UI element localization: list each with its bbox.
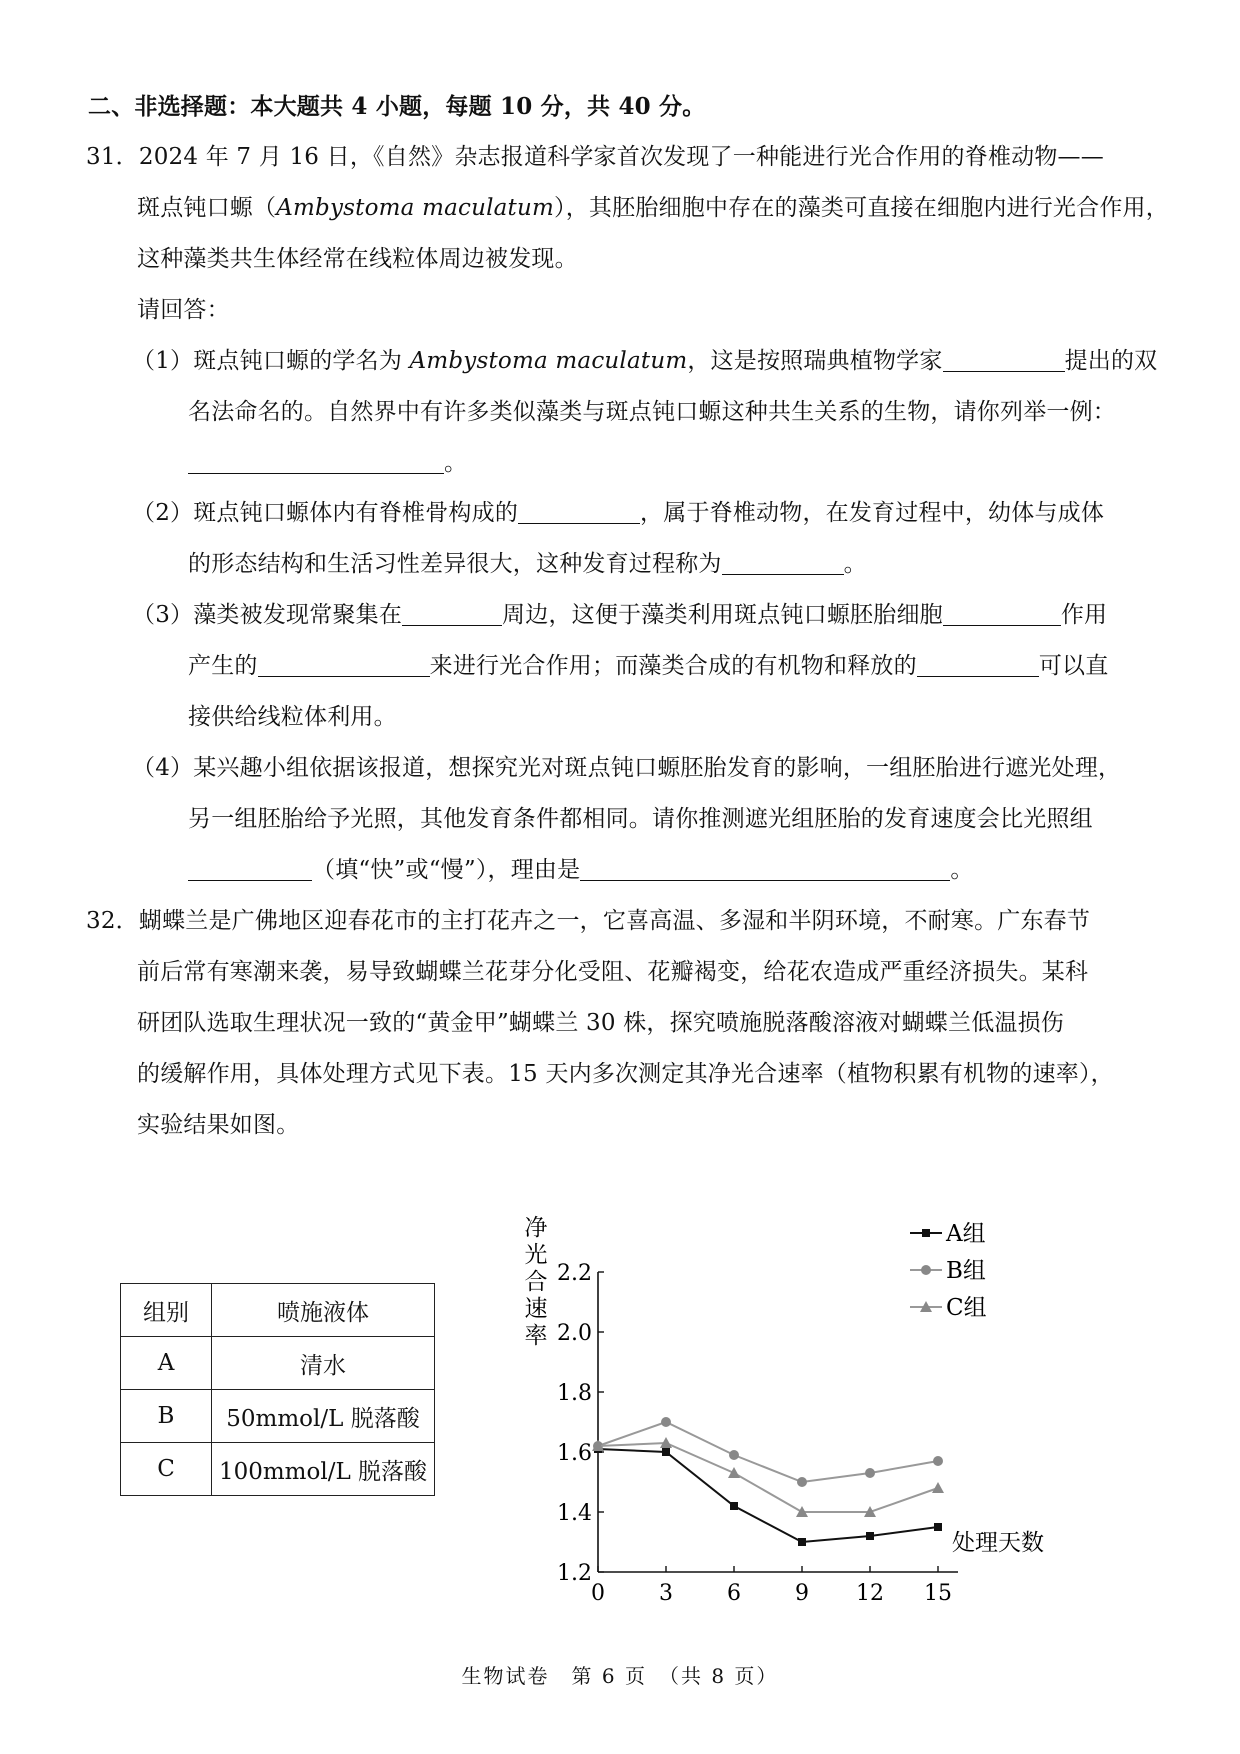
- data-point: [662, 1448, 670, 1456]
- y-axis-label-char: 率: [524, 1323, 548, 1349]
- table-header-row: [121, 1284, 435, 1337]
- y-axis-label-char: 光: [524, 1242, 548, 1268]
- q31-part3-a: （3）藻类被发现常聚集在: [132, 602, 403, 628]
- data-point: [933, 1456, 943, 1466]
- q31-part3-c: 作用: [1060, 602, 1108, 628]
- q31-part2-line-2-a: 的形态结构和生活习性差异很大，这种发育过程称为: [188, 551, 722, 577]
- legend-label: B组: [946, 1258, 986, 1284]
- answer-blank[interactable]: [188, 856, 312, 881]
- data-point: [729, 1450, 739, 1460]
- q32-line-1: 32．蝴蝶兰是广佛地区迎春花市的主打花卉之一，它喜高温、多湿和半阴环境，不耐寒。广东春节: [86, 908, 1091, 934]
- y-tick-label: 2.0: [557, 1321, 592, 1346]
- data-point: [730, 1502, 738, 1510]
- y-tick-label: 1.4: [557, 1501, 592, 1526]
- x-tick-label: 12: [856, 1581, 884, 1606]
- data-point: [728, 1467, 740, 1478]
- scientific-name-2: Ambystoma maculatum: [409, 348, 688, 374]
- series-line: [598, 1443, 938, 1512]
- y-axis-label-char: 合: [524, 1269, 548, 1295]
- chart-axes: [557, 1261, 958, 1606]
- data-point: [866, 1532, 874, 1540]
- table-header: 组别: [121, 1284, 212, 1337]
- q31-part1-line-3: [188, 448, 467, 478]
- q31-part3-line-2-b: 来进行光合作用；而藻类合成的有机物和释放的: [429, 653, 917, 679]
- answer-blank[interactable]: [258, 652, 430, 677]
- data-point: [934, 1523, 942, 1531]
- q31-part3-line-1: [132, 600, 1107, 630]
- answer-blank[interactable]: [943, 347, 1065, 372]
- answer-blank[interactable]: [518, 499, 640, 524]
- q31-part4-line-2: 另一组胚胎给予光照，其他发育条件都相同。请你推测遮光组胚胎的发育速度会比光照组: [188, 806, 1093, 832]
- q31-part3-line-2-a: 产生的: [188, 653, 258, 679]
- q31-line-2-a: 斑点钝口螈（: [137, 195, 277, 221]
- q31-line-2: [137, 193, 1169, 223]
- x-tick-label: 3: [659, 1581, 673, 1606]
- y-axis-label-char: 速: [524, 1296, 548, 1322]
- q31-part2-line-1: [132, 498, 1104, 528]
- legend-label: A组: [946, 1221, 986, 1247]
- chart-series: [592, 1417, 944, 1546]
- x-axis-label: 处理天数: [952, 1530, 1044, 1556]
- q32-line-4: 的缓解作用，具体处理方式见下表。15 天内多次测定其净光合速率（植物积累有机物的速率），: [137, 1061, 1114, 1087]
- table-cell: 50mmol/L 脱落酸: [212, 1390, 435, 1443]
- table-cell: 清水: [212, 1337, 435, 1390]
- scientific-name: Ambystoma maculatum: [276, 195, 555, 221]
- q31-line-2-b: ），其胚胎细胞中存在的藻类可直接在细胞内进行光合作用，: [554, 195, 1169, 221]
- q31-part2-line-2-b: 。: [843, 551, 867, 577]
- legend-label: C组: [946, 1295, 987, 1321]
- table-row: [121, 1443, 435, 1496]
- table-row: [121, 1390, 435, 1443]
- x-tick-label: 6: [727, 1581, 741, 1606]
- data-point: [932, 1482, 944, 1493]
- q31-part2-b: ，属于脊椎动物，在发育过程中，幼体与成体: [640, 500, 1105, 526]
- y-tick-label: 1.8: [557, 1381, 592, 1406]
- q31-part1-line-1: [132, 346, 1157, 376]
- q32-line-2: 前后常有寒潮来袭，易导致蝴蝶兰花芽分化受阻、花瓣褐变，给花农造成严重经济损失。某科: [137, 959, 1089, 985]
- q32-line-3: 研团队选取生理状况一致的“黄金甲”蝴蝶兰 30 株，探究喷施脱落酸溶液对蝴蝶兰低温损伤: [137, 1010, 1065, 1036]
- q31-line-1: 31．2024 年 7 月 16 日，《自然》杂志报道科学家首次发现了一种能进行光合作用的脊椎动物——: [86, 144, 1104, 170]
- series-line: [598, 1449, 938, 1542]
- answer-blank[interactable]: [188, 449, 444, 474]
- q31-prompt: 请回答：: [137, 297, 230, 323]
- photosynthesis-line-chart: [510, 1205, 1130, 1615]
- q31-part4-line-3-b: 。: [950, 857, 974, 883]
- series-C组: [592, 1437, 944, 1517]
- q31-part1-a: （1）斑点钝口螈的学名为: [132, 348, 410, 374]
- table-row: [121, 1337, 435, 1390]
- x-tick-label: 0: [591, 1581, 605, 1606]
- q31-part3-line-3: 接供给线粒体利用。: [188, 704, 397, 730]
- q31-line-3: 这种藻类共生体经常在线粒体周边被发现。: [137, 246, 578, 272]
- chart-legend: [910, 1221, 987, 1321]
- answer-blank[interactable]: [722, 550, 844, 575]
- q31-part2-line-2: [188, 549, 867, 579]
- data-point: [797, 1477, 807, 1487]
- q31-part3-line-2: [188, 651, 1108, 681]
- data-point: [798, 1538, 806, 1546]
- q32-line-5: 实验结果如图。: [137, 1112, 300, 1138]
- x-tick-label: 9: [795, 1581, 809, 1606]
- data-point: [921, 1265, 931, 1275]
- series-A组: [594, 1445, 942, 1546]
- data-point: [865, 1468, 875, 1478]
- q31-part4-line-3: [188, 855, 974, 885]
- q31-part1-line-2: 名法命名的。自然界中有许多类似藻类与斑点钝口螈这种共生关系的生物，请你列举一例：: [188, 399, 1116, 425]
- answer-blank[interactable]: [402, 601, 502, 626]
- q31-part4-line-3-a: （填“快”或“慢”），理由是: [312, 857, 581, 883]
- table-cell: B: [121, 1390, 212, 1443]
- y-tick-label: 2.2: [557, 1261, 592, 1286]
- q31-part1-b: ，这是按照瑞典植物学家: [687, 348, 943, 374]
- x-tick-label: 15: [924, 1581, 952, 1606]
- y-tick-label: 1.6: [557, 1441, 592, 1466]
- y-tick-label: 1.2: [557, 1561, 592, 1586]
- q31-part3-b: 周边，这便于藻类利用斑点钝口螈胚胎细胞: [502, 602, 943, 628]
- q31-part1-c: 提出的双: [1064, 348, 1158, 374]
- q31-part3-line-2-c: 可以直: [1038, 653, 1109, 679]
- q31-part4-line-1: （4）某兴趣小组依据该报道，想探究光对斑点钝口螈胚胎发育的影响，一组胚胎进行遮光处理，: [132, 755, 1122, 781]
- answer-blank[interactable]: [580, 856, 950, 881]
- table-cell: 100mmol/L 脱落酸: [212, 1443, 435, 1496]
- table-cell: C: [121, 1443, 212, 1496]
- answer-blank[interactable]: [917, 652, 1039, 677]
- y-axis-label-char: 净: [524, 1215, 548, 1241]
- answer-blank[interactable]: [943, 601, 1061, 626]
- table-header: 喷施液体: [212, 1284, 435, 1337]
- q31-part2-a: （2）斑点钝口螈体内有脊椎骨构成的: [132, 500, 519, 526]
- section-heading: 二、非选择题：本大题共 4 小题，每题 10 分，共 40 分。: [88, 93, 706, 120]
- table-cell: A: [121, 1337, 212, 1390]
- data-point: [922, 1229, 930, 1237]
- page-footer: 生物试卷 第 6 页 （共 8 页）: [461, 1664, 779, 1688]
- data-point: [661, 1417, 671, 1427]
- q31-part1-end: 。: [444, 450, 468, 476]
- treatment-table: [120, 1283, 435, 1496]
